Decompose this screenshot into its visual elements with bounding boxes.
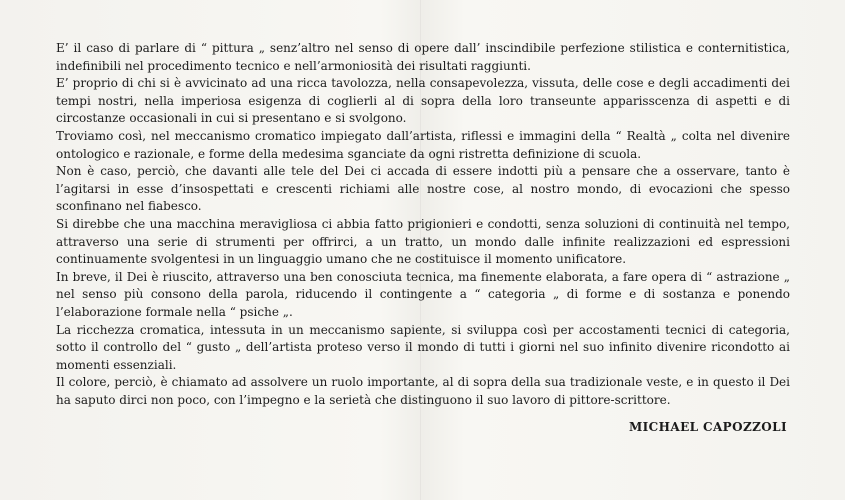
paragraph-6: In breve, il Dei è riuscito, attraverso una ben conosciuta tecnica, ma finemente elaborata, a fare opera di “ astrazione „ nel senso più consono della parola, riducendo il contingente a “ categoria „ di forme e di sostanza e ponendo l’elaborazione formale nella “ psiche „. xyxy=(56,269,790,319)
body-text xyxy=(56,40,790,409)
paragraph-3: Troviamo così, nel meccanismo cromatico impiegato dall’artista, riflessi e immagini della “ Realtà „ colta nel divenire ontologico e razionale, e forme della medesima sganciate da ogni ristretta definizione di scuola. xyxy=(56,128,790,161)
paragraph-7: La ricchezza cromatica, intessuta in un meccanismo sapiente, si sviluppa così per accostamenti tecnici di categoria, sotto il controllo del “ gusto „ dell’artista proteso verso il mondo di tutti i giorni nel suo infinito divenire ricondotto ai momenti essenziali. xyxy=(56,322,790,372)
paragraph-2: E’ proprio di chi si è avvicinato ad una ricca tavolozza, nella consapevolezza, vissuta, delle cose e degli accadimenti dei tempi nostri, nella imperiosa esigenza di coglierli al di sopra della loro transeunte apparisscenza di aspetti e di circostanze occasionali in cui si presentano e si svolgono. xyxy=(56,76,790,126)
paragraph-8: Il colore, perciò, è chiamato ad assolvere un ruolo importante, al di sopra della sua tradizionale veste, e in questo il Dei ha saputo dirci non poco, con l’impegno e la serietà che distinguono il suo lavoro di pittore-scrittore. xyxy=(56,375,790,407)
author-signature: MICHAEL CAPOZZOLI xyxy=(628,420,787,434)
paragraph-5: Si direbbe che una macchina meravigliosa ci abbia fatto prigionieri e condotti, senza soluzioni di continuità nel tempo, attraverso una serie di strumenti per offrirci, a un tratto, un mondo dalle infinite realizzazioni ed espressioni continuamente svolgentesi in un linguaggio umano che ne costituisce il momento unificatore. xyxy=(56,216,790,267)
paragraph-1: E’ il caso di parlare di “ pittura „ senz’altro nel senso di opere dall’ inscindibile perfezione stilistica e conternitistica, indefinibili nel procedimento tecnico e nell’armoniosità dei risultati raggiunti. xyxy=(56,41,790,73)
paragraph-4: Non è caso, perciò, che davanti alle tele del Dei ci accada di essere indotti più a pensare che a osservare, tanto è l’agitarsi in esse d’insospettati e crescenti richiami alle nostre cose, al nostro mondo, di evocazioni che spesso sconfinano nel fiabesco. xyxy=(56,164,790,214)
